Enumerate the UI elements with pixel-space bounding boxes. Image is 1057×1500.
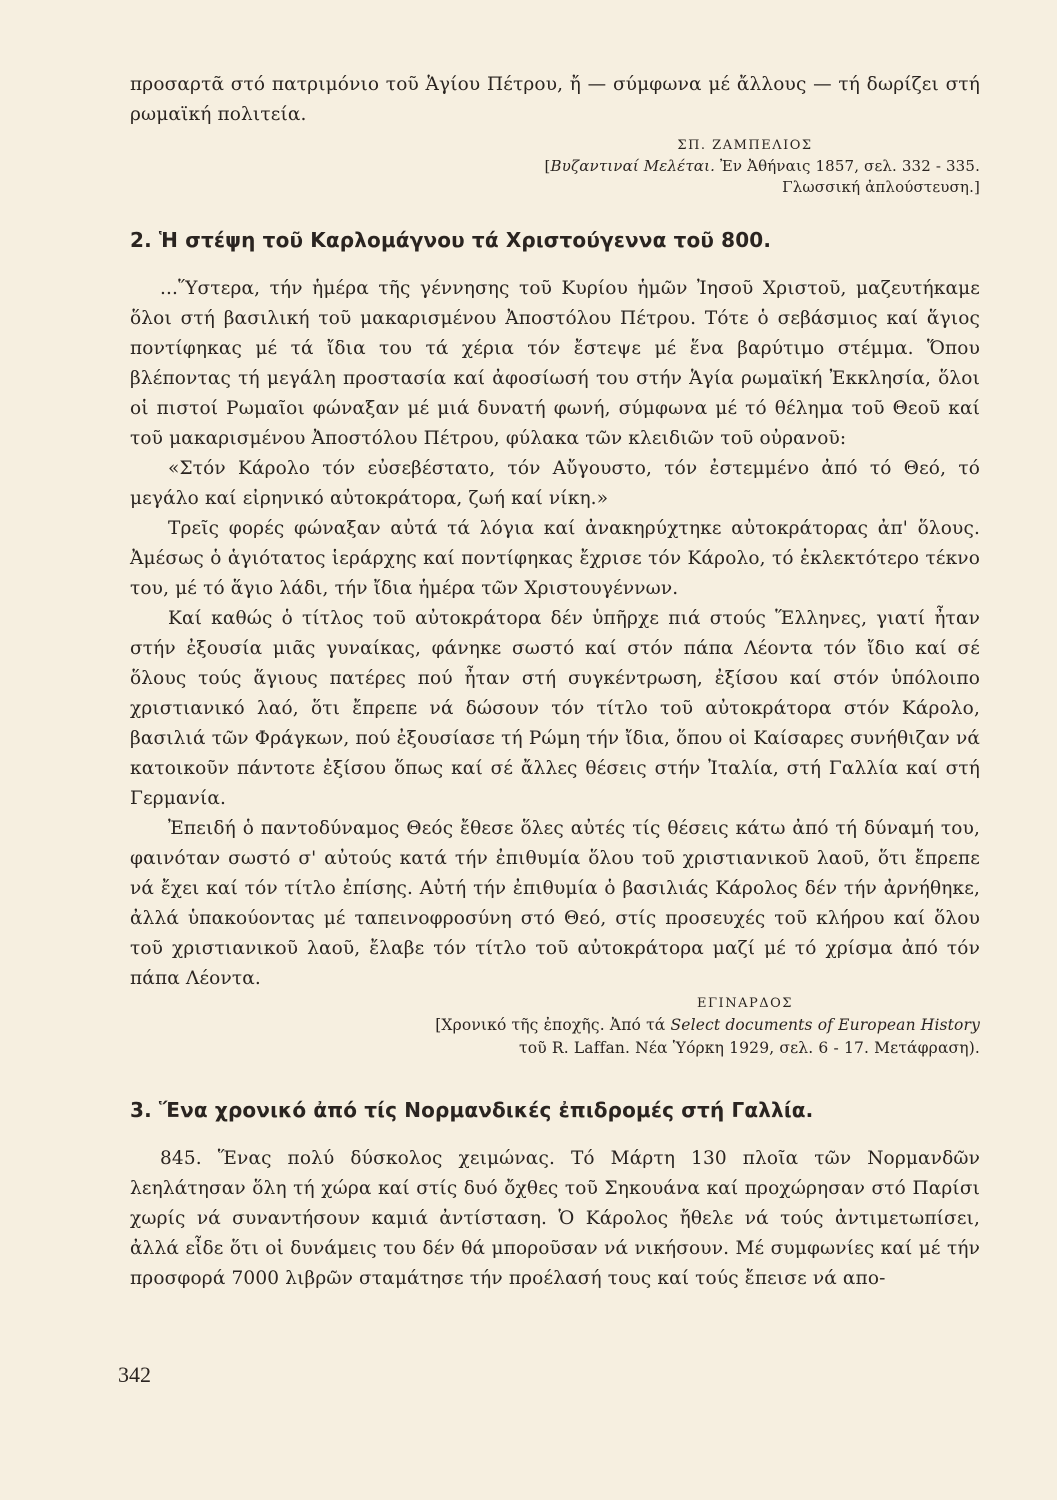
section-2-paragraph-5: Ἐπειδή ὁ παντοδύναμος Θεός ἔθεσε ὅλες αὐτές τίς θέσεις κάτω ἀπό τή δύναμή του, φαινόταν σωστό σ' αὐτούς κατά τήν ἐπιθυμία ὅλου τοῦ χριστιανικοῦ λαοῦ, ὅτι ἔπρεπε νά ἔχει καί τόν τίτλο ἐπίσης. Αὐτή τήν ἐπιθυμία ὁ βασιλιάς Κάρολος δέν τήν ἀρνήθηκε, ἀλλά ὑπακούοντας μέ ταπεινοφροσύνη στό Θεό, στίς προσευχές τοῦ κλήρου καί ὅλου τοῦ χριστιανικοῦ λαοῦ, ἔλαβε τόν τίτλο τοῦ αὐτοκράτορα μαζί μέ τό χρίσμα ἀπό τόν πάπα Λέοντα. — [130, 818, 980, 989]
page-number: 342 — [118, 1362, 151, 1387]
section-3-heading: 3. Ἕνα χρονικό ἀπό τίς Νορμανδικές ἐπιδρομές στή Γαλλία. — [130, 1098, 814, 1122]
section-2-paragraph-1: ...Ὕστερα, τήν ἡμέρα τῆς γέννησης τοῦ Κυρίου ἡμῶν Ἰησοῦ Χριστοῦ, μαζευτήκαμε ὅλοι στή βασιλική τοῦ μακαρισμένου Ἀποστόλου Πέτρου. Τότε ὁ σεβάσμιος καί ἅγιος ποντίφηκας μέ τά ἴδια του τά χέρια τόν ἔστεψε μέ ἕνα βαρύτιμο στέμμα. Ὅπου βλέποντας τή μεγάλη προστασία καί ἀφοσίωσή του στήν Ἁγία ρωμαϊκή Ἐκκλησία, ὅλοι οἱ πιστοί Ρωμαῖοι φώναξαν μέ μιά δυνατή φωνή, σύμφωνα μέ τό θέλημα τοῦ Θεοῦ καί τοῦ μακαρισμένου Ἀποστόλου Πέτρου, φύλακα τῶν κλειδιῶν τοῦ οὐρανοῦ: — [130, 278, 980, 449]
intro-source-open: [ — [544, 157, 551, 175]
page-content — [130, 70, 980, 1294]
intro-paragraph: προσαρτᾶ στό πατριμόνιο τοῦ Ἁγίου Πέτρου, ἤ — σύμφωνα μέ ἄλλους — τή δωρίζει στή ρωμαϊκή πολιτεία. — [130, 74, 980, 125]
section-2-paragraph-2: «Στόν Κάρολο τόν εὐσεβέστατο, τόν Αὔγουστο, τόν ἐστεμμένο ἀπό τό Θεό, τό μεγάλο καί εἰρηνικό αὐτοκράτορα, ζωή καί νίκη.» — [130, 458, 980, 509]
section-2-heading: 2. Ἡ στέψη τοῦ Καρλομάγνου τά Χριστούγεννα τοῦ 800. — [130, 228, 772, 252]
section-3-paragraph-1: 845. Ἕνας πολύ δύσκολος χειμώνας. Τό Μάρτη 130 πλοῖα τῶν Νορμανδῶν λεηλάτησαν ὅλη τή χώρα καί στίς δυό ὄχθες τοῦ Σηκουάνα καί προχώρησαν στό Παρίσι χωρίς νά συναντήσουν καμιά ἀντίσταση. Ὁ Κάρολος ἤθελε νά τούς ἀντιμετωπίσει, ἀλλά εἶδε ὅτι οἱ δυνάμεις του δέν θά μποροῦσαν νά νικήσουν. Μέ συμφωνίες καί μέ τήν προσφορά 7000 λιβρῶν σταμάτησε τήν προέλασή τους καί τούς ἔπεισε νά απο- — [130, 1148, 980, 1289]
section-2-source — [130, 1014, 980, 1037]
intro-source-rest: Ἐν Ἀθήναις 1857, σελ. 332 - 335. — [715, 157, 980, 175]
section-2-paragraph-4: Καί καθώς ὁ τίτλος τοῦ αὐτοκράτορα δέν ὑπῆρχε πιά στούς Ἕλληνες, γιατί ἦταν στήν ἐξουσία μιᾶς γυναίκας, φάνηκε σωστό καί στόν πάπα Λέοντα τόν ἴδιο καί σέ ὅλους τούς ἅγιους πατέρες πού ἦταν στή συγκέντρωση, ἐξίσου καί στόν ὑπόλοιπο χριστιανικό λαό, ὅτι ἔπρεπε νά δώσουν τόν τίτλο τοῦ αὐτοκράτορα στόν Κάρολο, βασιλιά τῶν Φράγκων, πού ἐξουσίασε τή Ρώμη τήν ἴδια, ὅπου οἱ Καίσαρες συνήθιζαν νά κατοικοῦν πάντοτε ἐξίσου ὅπως καί σέ ἄλλες θέσεις στήν Ἰταλία, στή Γαλλία καί στή Γερμανία. — [130, 608, 980, 809]
intro-source-note: Γλωσσική ἀπλούστευση.] — [782, 178, 980, 196]
section-2-source-title: Select documents of European History — [670, 1016, 980, 1034]
section-2-source-line-2: τοῦ R. Laffan. Νέα Ὑόρκη 1929, σελ. 6 - 17. Μετάφραση). — [519, 1039, 980, 1057]
section-2-source-prefix: [Χρονικό τῆς ἐποχῆς. Ἀπό τά — [435, 1016, 671, 1034]
section-2-paragraph-3: Τρεῖς φορές φώναξαν αὐτά τά λόγια καί ἀνακηρύχτηκε αὐτοκράτορας ἀπ' ὅλους. Ἀμέσως ὁ ἁγιότατος ἱεράρχης καί ποντίφηκας ἔχρισε τόν Κάρολο, τό ἐκλεκτότερο τέκνο του, μέ τό ἅγιο λάδι, τήν ἴδια ἡμέρα τῶν Χριστουγέννων. — [130, 518, 980, 599]
intro-author: ΣΠ. ΖΑΜΠΕΛΙΟΣ — [677, 138, 813, 153]
intro-source-title: Βυζαντιναί Μελέται. — [550, 157, 716, 175]
section-2-author: ΕΓΙΝΑΡΔΟΣ — [697, 996, 793, 1011]
intro-source — [130, 156, 980, 177]
